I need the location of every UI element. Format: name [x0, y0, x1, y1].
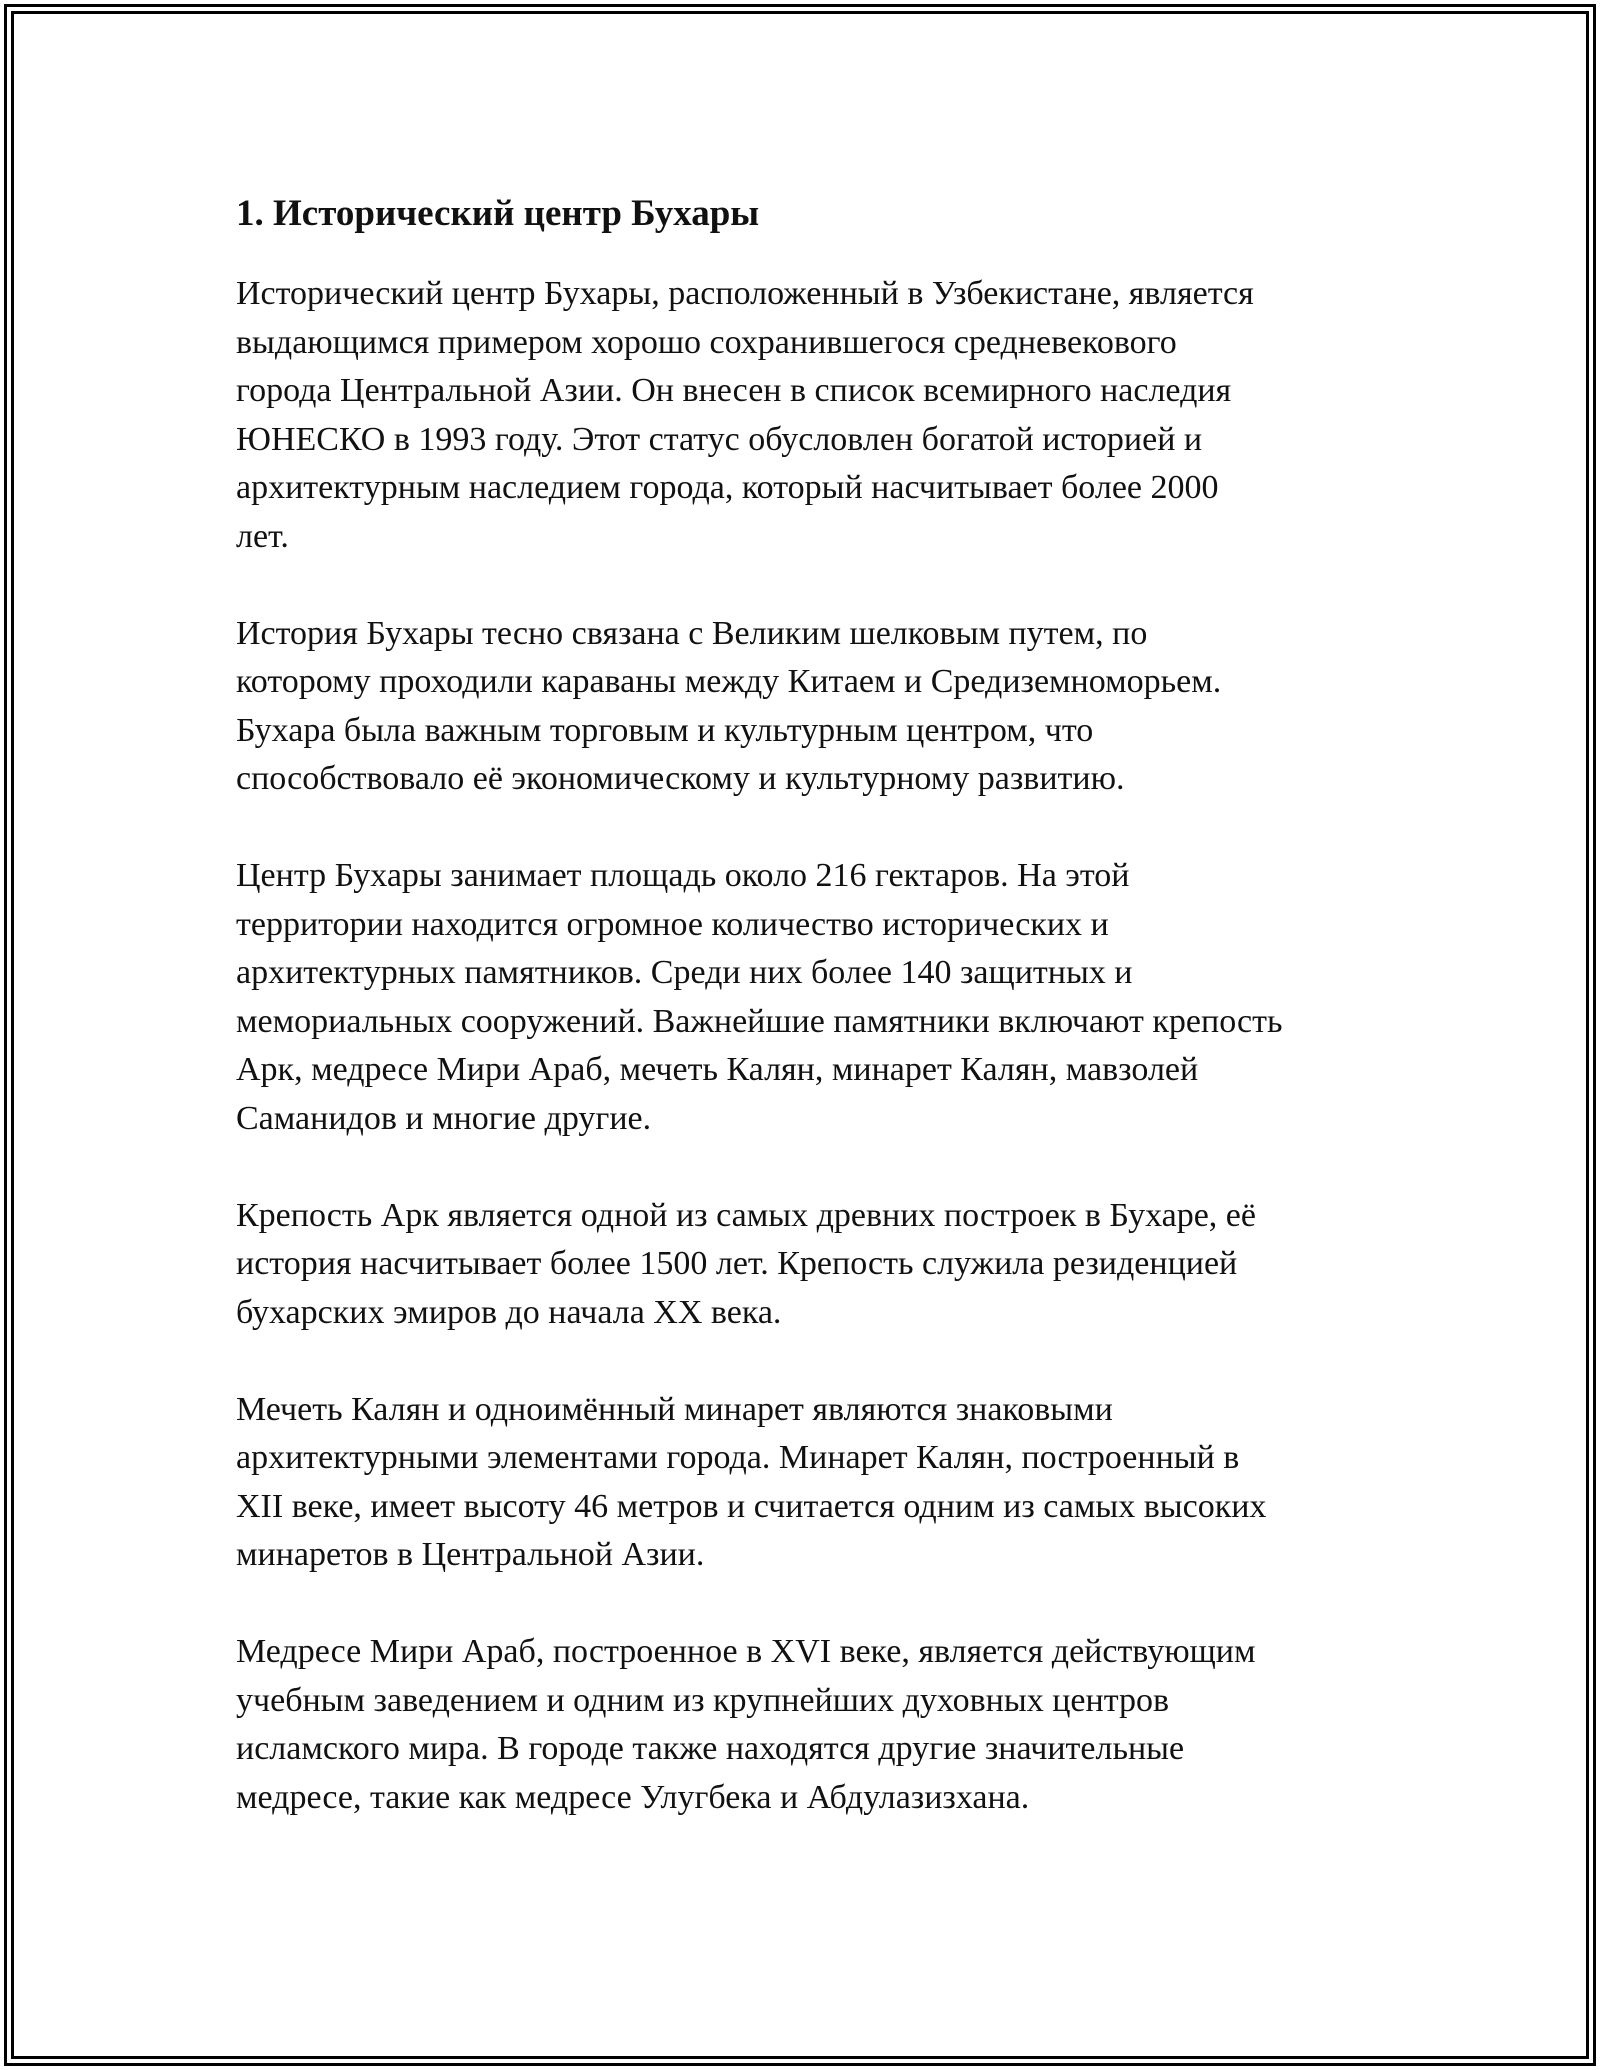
text-line: лет. — [236, 517, 289, 555]
text-line: архитектурными элементами города. Минарет Калян, построенный в — [236, 1439, 1240, 1476]
text-line: города Центральной Азии. Он внесен в список всемирного наследия — [236, 372, 1232, 409]
paragraph-silk-road — [236, 610, 1376, 804]
text-line: исламского мира. В городе также находятся другие значительные — [236, 1730, 1185, 1767]
text-line: Медресе Мири Араб, построенное в XVI веке, является действующим — [236, 1633, 1256, 1670]
text-line: Центр Бухары занимает площадь около 216 гектаров. На этой — [236, 857, 1130, 894]
paragraph-intro — [236, 270, 1376, 561]
text-line: Саманидов и многие другие. — [236, 1099, 652, 1137]
document-body — [236, 186, 1376, 1871]
text-line: архитектурным наследием города, который насчитывает более 2000 — [236, 469, 1219, 506]
text-line: Крепость Арк является одной из самых древних построек в Бухаре, её — [236, 1196, 1256, 1234]
text-line: архитектурных памятников. Среди них более 140 защитных и — [236, 954, 1133, 991]
paragraph-mir-i-arab — [236, 1628, 1376, 1822]
text-line: минаретов в Центральной Азии. — [236, 1536, 705, 1573]
text-line: бухарских эмиров до начала XX века. — [236, 1293, 782, 1331]
text-line: Исторический центр Бухары, расположенный в Узбекистане, является — [236, 275, 1254, 312]
text-line: Бухара была важным торговым и культурным центром, что — [236, 711, 1094, 749]
section-heading: 1. Исторический центр Бухары — [236, 193, 760, 234]
paragraph-kalyan — [236, 1386, 1376, 1580]
text-line: XII веке, имеет высоту 46 метров и считается одним из самых высоких — [236, 1487, 1267, 1525]
text-line: Арк, медресе Мири Араб, мечеть Калян, минарет Калян, мавзолей — [236, 1051, 1199, 1088]
text-line: способствовало её экономическому и культурному развитию. — [236, 760, 1125, 797]
text-line: выдающимся примером хорошо сохранившегося средневекового — [236, 323, 1177, 361]
text-line: территории находится огромное количество исторических и — [236, 905, 1109, 943]
text-line: медресе, такие как медресе Улугбека и Абдулазизхана. — [236, 1778, 1030, 1816]
text-line: учебным заведением и одним из крупнейших духовных центров — [236, 1681, 1170, 1719]
text-line: Мечеть Калян и одноимённый минарет являются знаковыми — [236, 1390, 1113, 1428]
text-line: ЮНЕСКО в 1993 году. Этот статус обусловлен богатой историей и — [236, 420, 1203, 458]
paragraph-monuments — [236, 852, 1376, 1143]
text-line: История Бухары тесно связана с Великим шелковым путем, по — [236, 614, 1148, 652]
text-line: история насчитывает более 1500 лет. Крепость служила резиденцией — [236, 1245, 1238, 1282]
text-line: мемориальных сооружений. Важнейшие памятники включают крепость — [236, 1002, 1283, 1040]
text-line: которому проходили караваны между Китаем и Средиземноморьем. — [236, 663, 1222, 700]
paragraph-ark-fortress — [236, 1192, 1376, 1338]
